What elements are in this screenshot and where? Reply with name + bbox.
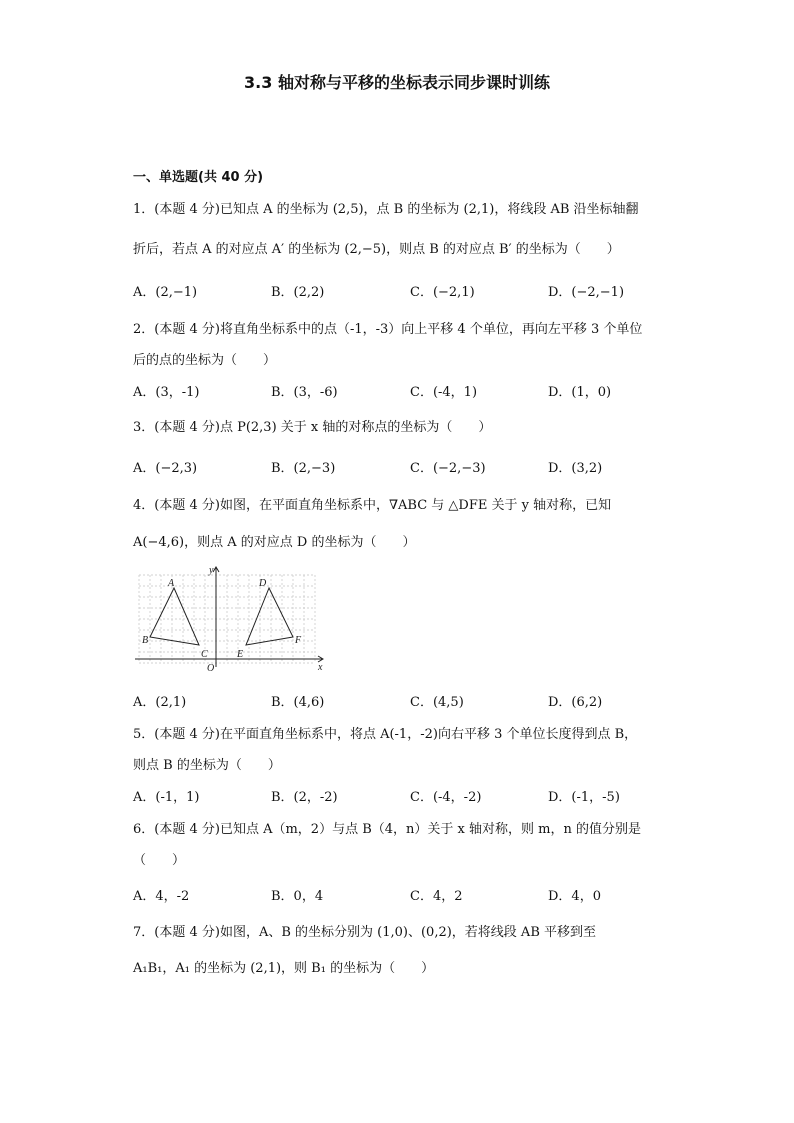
option-d: D．(−2,−1) (548, 285, 625, 300)
option-c: C．(-4，1) (410, 385, 478, 400)
origin-label: O (207, 663, 215, 673)
option-b: B．(2，-2) (271, 790, 338, 805)
question-2-line-1: 2．(本题 4 分)将直角坐标系中的点（-1，-3）向上平移 4 个单位，再向左平移 3 个单位 (133, 322, 643, 337)
option-a: A．4，-2 (133, 889, 190, 904)
option-a: A．(2,1) (133, 695, 187, 710)
option-b: B．(3，-6) (271, 385, 338, 400)
option-c: C．(-4，-2) (410, 790, 482, 805)
x-axis-label: x (318, 662, 323, 673)
option-d: D．(3,2) (548, 461, 603, 476)
question-7-line-1: 7．(本题 4 分)如图，A、B 的坐标分别为 (1,0)、(0,2)，若将线段 AB 平移到至 (133, 925, 596, 940)
option-d: D．4，0 (548, 889, 601, 904)
option-d: D．(6,2) (548, 695, 603, 710)
coordinate-grid-figure (133, 563, 329, 673)
question-3-line-1: 3．(本题 4 分)点 P(2,3) 关于 x 轴的对称点的坐标为（ ） (133, 420, 492, 435)
question-4-line-1: 4．(本题 4 分)如图，在平面直角坐标系中，∇ABC 与 △DFE 关于 y 轴对称，已知 (133, 498, 612, 513)
option-a: A．(2,−1) (133, 285, 198, 300)
section-heading: 一、单选题(共 40 分) (133, 170, 264, 185)
question-2-line-2: 后的点的坐标为（ ） (133, 353, 277, 368)
option-b: B．(4,6) (271, 695, 325, 710)
option-d: D．(-1，-5) (548, 790, 620, 805)
question-1-line-1: 1．(本题 4 分)已知点 A 的坐标为 (2,5)，点 B 的坐标为 (2,1)，将线段 AB 沿坐标轴翻 (133, 202, 639, 217)
point-b-label: B (142, 635, 149, 646)
question-7-line-2: A₁B₁，A₁ 的坐标为 (2,1)，则 B₁ 的坐标为（ ） (133, 961, 435, 976)
question-6-line-2: （ ） (133, 853, 186, 868)
question-5-line-1: 5．(本题 4 分)在平面直角坐标系中，将点 A(-1，-2)向右平移 3 个单位长度得到点 B， (133, 727, 638, 742)
point-d-label: D (259, 578, 267, 589)
option-a: A．(3，-1) (133, 385, 200, 400)
option-c: C．(−2,1) (410, 285, 475, 300)
point-f-label: F (295, 635, 302, 646)
point-e-label: E (237, 649, 244, 660)
option-d: D．(1，0) (548, 385, 612, 400)
question-4-line-2: A(−4,6)，则点 A 的对应点 D 的坐标为（ ） (133, 535, 416, 550)
page-title: 3.3 轴对称与平移的坐标表示同步课时训练 (244, 73, 550, 92)
question-1-line-2: 折后，若点 A 的对应点 A′ 的坐标为 (2,−5)，则点 B 的对应点 B′ 的坐标为（ ） (133, 242, 620, 257)
question-6-line-1: 6．(本题 4 分)已知点 A（m，2）与点 B（4，n）关于 x 轴对称，则 m，n 的值分别是 (133, 822, 641, 837)
option-c: C．4，2 (410, 889, 463, 904)
triangle-abc (150, 588, 199, 645)
question-5-line-2: 则点 B 的坐标为（ ） (133, 758, 281, 773)
option-c: C．(−2,−3) (410, 461, 486, 476)
triangle-dfe (246, 588, 293, 645)
option-a: A．(−2,3) (133, 461, 198, 476)
option-b: B．(2,2) (271, 285, 325, 300)
option-b: B．(2,−3) (271, 461, 336, 476)
y-axis-label: y (209, 565, 214, 576)
option-a: A．(-1，1) (133, 790, 200, 805)
option-c: C．(4,5) (410, 695, 464, 710)
point-c-label: C (201, 649, 208, 660)
option-b: B．0，4 (271, 889, 324, 904)
point-a-label: A (168, 578, 175, 589)
